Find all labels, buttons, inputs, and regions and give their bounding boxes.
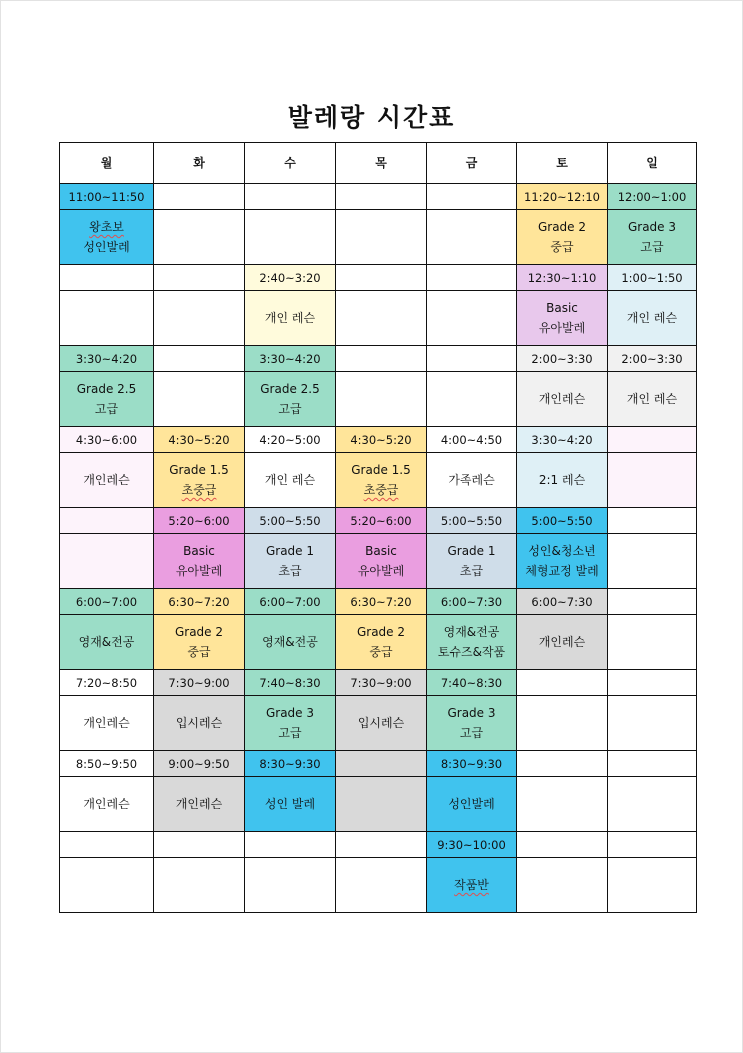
class-cell-tue: [154, 696, 245, 751]
class-cell-sat: [517, 291, 608, 346]
time-slot-tue: [154, 508, 245, 534]
time-text: 4:30~6:00: [75, 432, 138, 447]
class-cell-sat: [517, 696, 608, 751]
class-cell-sat: [517, 858, 608, 913]
class-line: 중급: [187, 645, 211, 659]
day-header-wed: 수: [245, 143, 336, 184]
class-line: Grade 1.5: [169, 463, 229, 477]
time-slot-sat: [517, 670, 608, 696]
class-line: 입시레슨: [357, 716, 405, 730]
class-line: 고급: [278, 726, 302, 740]
time-text: 4:30~5:20: [350, 432, 412, 447]
time-text: 9:30~10:00: [437, 837, 506, 852]
class-cell-mon: [60, 453, 154, 508]
class-line: 초급: [278, 564, 302, 578]
day-header-mon: 월: [60, 143, 154, 184]
class-line: 토슈즈&작품: [437, 645, 506, 659]
time-slot-wed: [245, 589, 336, 615]
class-cell-fri: [427, 534, 517, 589]
class-line: Basic: [365, 544, 397, 558]
time-slot-fri: [427, 184, 517, 210]
day-header-sun: 일: [608, 143, 697, 184]
time-text: 3:30~4:20: [75, 351, 138, 366]
time-text: 5:20~6:00: [350, 513, 412, 528]
class-cell-sat: [517, 372, 608, 427]
class-line: 개인레슨: [538, 392, 586, 406]
time-slot-sat: [517, 832, 608, 858]
time-slot-thu: [336, 427, 427, 453]
class-line: 중급: [369, 645, 393, 659]
class-cell-sat: [517, 615, 608, 670]
class-line: 성인발레: [83, 240, 130, 254]
class-line: 왕초보: [89, 220, 124, 234]
time-slot-mon: [60, 427, 154, 453]
class-row: [60, 696, 697, 751]
time-text: 8:30~9:30: [440, 756, 503, 771]
class-line: 중급: [550, 240, 574, 254]
time-slot-sun: [608, 751, 697, 777]
time-slot-wed: [245, 751, 336, 777]
time-slot-fri: [427, 508, 517, 534]
time-slot-thu: [336, 265, 427, 291]
class-line: 유아발레: [357, 564, 405, 578]
time-text: 2:40~3:20: [259, 270, 321, 285]
class-line: Grade 3: [265, 706, 315, 720]
class-cell-sat: [517, 777, 608, 832]
class-line: 가족레슨: [448, 473, 495, 487]
time-slot-fri: [427, 427, 517, 453]
time-slot-fri: [427, 832, 517, 858]
class-line: 영재&전공: [443, 625, 500, 639]
time-text: 5:00~5:50: [440, 513, 503, 528]
class-cell-mon: [60, 696, 154, 751]
time-row: [60, 832, 697, 858]
day-header-thu: 목: [336, 143, 427, 184]
class-line: Grade 1.5: [351, 463, 411, 477]
class-line: 유아발레: [538, 321, 586, 335]
class-line: 개인 레슨: [264, 473, 316, 487]
class-line: 고급: [94, 402, 119, 416]
time-slot-tue: [154, 184, 245, 210]
class-line: Basic: [546, 301, 578, 315]
class-line: Grade 2: [537, 220, 587, 234]
class-cell-sat: [517, 453, 608, 508]
class-cell-wed: [245, 858, 336, 913]
class-line: 개인레슨: [175, 797, 223, 811]
class-cell-fri: [427, 291, 517, 346]
class-line: 초급: [459, 564, 484, 578]
class-cell-thu: [336, 210, 427, 265]
time-slot-wed: [245, 670, 336, 696]
time-slot-tue: [154, 589, 245, 615]
time-slot-mon: [60, 346, 154, 372]
class-cell-sat: [517, 534, 608, 589]
time-text: 3:30~4:20: [531, 432, 593, 447]
class-line: Basic: [183, 544, 215, 558]
class-line: 초중급: [181, 483, 217, 497]
class-cell-thu: [336, 777, 427, 832]
time-text: 8:50~9:50: [75, 756, 138, 771]
time-slot-thu: [336, 346, 427, 372]
class-cell-wed: [245, 372, 336, 427]
time-slot-sun: [608, 346, 697, 372]
time-slot-fri: [427, 751, 517, 777]
time-slot-wed: [245, 508, 336, 534]
time-slot-tue: [154, 751, 245, 777]
class-line: Grade 1: [265, 544, 315, 558]
time-text: 6:00~7:00: [259, 594, 321, 609]
time-slot-tue: [154, 346, 245, 372]
class-line: 개인 레슨: [264, 311, 316, 325]
time-slot-thu: [336, 670, 427, 696]
class-cell-wed: [245, 210, 336, 265]
time-slot-fri: [427, 265, 517, 291]
class-line: 개인 레슨: [626, 311, 678, 325]
time-text: 4:30~5:20: [168, 432, 230, 447]
time-slot-wed: [245, 346, 336, 372]
class-line: 초중급: [363, 483, 399, 497]
class-cell-sun: [608, 372, 697, 427]
day-header-tue: 화: [154, 143, 245, 184]
class-cell-mon: [60, 210, 154, 265]
class-line: 고급: [640, 240, 664, 254]
time-row: [60, 589, 697, 615]
time-text: 12:30~1:10: [527, 270, 597, 285]
time-slot-sun: [608, 427, 697, 453]
time-text: 4:20~5:00: [259, 432, 321, 447]
class-cell-thu: [336, 534, 427, 589]
class-line: Grade 2: [356, 625, 406, 639]
time-text: 9:00~9:50: [168, 756, 230, 771]
time-slot-sat: [517, 589, 608, 615]
time-text: 6:30~7:20: [168, 594, 230, 609]
time-row: [60, 427, 697, 453]
time-slot-sat: [517, 427, 608, 453]
class-line: 개인레슨: [83, 473, 130, 487]
class-line: Grade 2.5: [260, 382, 320, 396]
day-header-fri: 금: [427, 143, 517, 184]
time-slot-sat: [517, 346, 608, 372]
class-cell-tue: [154, 453, 245, 508]
time-text: 6:00~7:30: [531, 594, 593, 609]
class-cell-thu: [336, 291, 427, 346]
time-slot-sun: [608, 265, 697, 291]
time-slot-sun: [608, 184, 697, 210]
time-slot-mon: [60, 832, 154, 858]
time-text: 5:20~6:00: [168, 513, 230, 528]
time-text: 6:30~7:20: [350, 594, 412, 609]
class-cell-sun: [608, 615, 697, 670]
class-line: 영재&전공: [262, 635, 318, 649]
class-cell-fri: [427, 453, 517, 508]
time-slot-thu: [336, 751, 427, 777]
class-cell-tue: [154, 534, 245, 589]
class-cell-wed: [245, 777, 336, 832]
class-line: 성인발레: [448, 797, 495, 811]
class-line: 입시레슨: [175, 716, 223, 730]
class-row: [60, 372, 697, 427]
time-slot-sat: [517, 184, 608, 210]
time-text: 1:00~1:50: [621, 270, 683, 285]
class-line: 고급: [278, 402, 302, 416]
class-row: [60, 615, 697, 670]
time-row: [60, 670, 697, 696]
time-text: 2:00~3:30: [621, 351, 683, 366]
time-slot-thu: [336, 508, 427, 534]
class-line: Grade 1: [447, 544, 496, 558]
day-header-row: [60, 143, 697, 184]
time-text: 4:00~4:50: [440, 432, 503, 447]
class-cell-thu: [336, 372, 427, 427]
time-slot-sun: [608, 670, 697, 696]
class-line: 고급: [459, 726, 484, 740]
class-line: 체형교정 발레: [525, 564, 599, 578]
class-cell-mon: [60, 615, 154, 670]
time-slot-mon: [60, 508, 154, 534]
class-cell-fri: [427, 777, 517, 832]
time-row: [60, 751, 697, 777]
class-cell-fri: [427, 696, 517, 751]
class-cell-thu: [336, 453, 427, 508]
time-text: 11:00~11:50: [68, 189, 145, 204]
time-slot-tue: [154, 265, 245, 291]
time-text: 6:00~7:30: [440, 594, 503, 609]
time-text: 5:00~5:50: [259, 513, 321, 528]
time-text: 5:00~5:50: [531, 513, 593, 528]
class-cell-wed: [245, 453, 336, 508]
class-cell-thu: [336, 615, 427, 670]
time-row: [60, 346, 697, 372]
time-text: 3:30~4:20: [259, 351, 321, 366]
time-slot-mon: [60, 670, 154, 696]
time-slot-sat: [517, 508, 608, 534]
time-slot-sun: [608, 508, 697, 534]
class-row: [60, 777, 697, 832]
class-cell-sun: [608, 291, 697, 346]
class-cell-sun: [608, 210, 697, 265]
class-line: 개인레슨: [83, 716, 130, 730]
class-row: [60, 291, 697, 346]
class-line: 유아발레: [175, 564, 223, 578]
time-text: 12:00~1:00: [617, 189, 687, 204]
time-slot-wed: [245, 265, 336, 291]
day-header-sat: 토: [517, 143, 608, 184]
time-slot-fri: [427, 589, 517, 615]
class-cell-mon: [60, 777, 154, 832]
time-text: 7:20~8:50: [75, 675, 138, 690]
schedule-table: [59, 142, 697, 913]
class-cell-mon: [60, 534, 154, 589]
class-line: Grade 3: [627, 220, 677, 234]
class-line: 개인레슨: [83, 797, 130, 811]
class-line: 영재&전공: [78, 635, 135, 649]
class-line: 개인 레슨: [626, 392, 678, 406]
class-cell-mon: [60, 291, 154, 346]
time-slot-thu: [336, 184, 427, 210]
page-title: 발레랑 시간표: [287, 103, 456, 132]
class-cell-sun: [608, 696, 697, 751]
class-cell-sun: [608, 453, 697, 508]
class-row: [60, 453, 697, 508]
time-slot-fri: [427, 346, 517, 372]
time-row: [60, 184, 697, 210]
class-cell-sat: [517, 210, 608, 265]
class-line: 2:1 레슨: [538, 473, 586, 487]
class-cell-thu: [336, 858, 427, 913]
time-row: [60, 265, 697, 291]
class-cell-fri: [427, 210, 517, 265]
time-slot-mon: [60, 751, 154, 777]
time-slot-sun: [608, 832, 697, 858]
time-text: 11:20~12:10: [524, 189, 600, 204]
class-cell-sun: [608, 777, 697, 832]
time-slot-tue: [154, 670, 245, 696]
time-text: 6:00~7:00: [75, 594, 138, 609]
class-line: 작품반: [454, 878, 489, 892]
class-cell-thu: [336, 696, 427, 751]
class-cell-wed: [245, 615, 336, 670]
class-cell-fri: [427, 858, 517, 913]
class-cell-mon: [60, 858, 154, 913]
time-slot-tue: [154, 832, 245, 858]
time-slot-wed: [245, 832, 336, 858]
class-cell-wed: [245, 291, 336, 346]
time-slot-wed: [245, 184, 336, 210]
time-slot-mon: [60, 265, 154, 291]
class-cell-tue: [154, 615, 245, 670]
time-slot-mon: [60, 184, 154, 210]
class-line: 개인레슨: [538, 635, 586, 649]
class-cell-tue: [154, 858, 245, 913]
class-cell-fri: [427, 372, 517, 427]
class-line: Grade 2.5: [76, 382, 137, 396]
class-line: 성인&청소년: [528, 544, 596, 558]
class-cell-tue: [154, 291, 245, 346]
time-slot-sun: [608, 589, 697, 615]
time-slot-thu: [336, 589, 427, 615]
time-text: 7:30~9:00: [350, 675, 412, 690]
time-text: 7:30~9:00: [168, 675, 230, 690]
time-slot-sat: [517, 751, 608, 777]
class-line: Grade 2: [174, 625, 224, 639]
time-slot-fri: [427, 670, 517, 696]
time-text: 2:00~3:30: [531, 351, 593, 366]
class-cell-tue: [154, 210, 245, 265]
class-line: 성인 발레: [264, 797, 316, 811]
time-slot-tue: [154, 427, 245, 453]
class-cell-mon: [60, 372, 154, 427]
class-cell-fri: [427, 615, 517, 670]
class-cell-sun: [608, 858, 697, 913]
class-cell-sun: [608, 534, 697, 589]
time-slot-wed: [245, 427, 336, 453]
class-cell-tue: [154, 777, 245, 832]
time-row: [60, 508, 697, 534]
time-slot-sat: [517, 265, 608, 291]
class-line: Grade 3: [447, 706, 496, 720]
class-row: [60, 210, 697, 265]
time-slot-mon: [60, 589, 154, 615]
time-text: 7:40~8:30: [440, 675, 503, 690]
class-row: [60, 534, 697, 589]
class-cell-tue: [154, 372, 245, 427]
time-text: 8:30~9:30: [259, 756, 321, 771]
class-row: [60, 858, 697, 913]
class-cell-wed: [245, 534, 336, 589]
class-cell-wed: [245, 696, 336, 751]
time-slot-thu: [336, 832, 427, 858]
time-text: 7:40~8:30: [259, 675, 321, 690]
